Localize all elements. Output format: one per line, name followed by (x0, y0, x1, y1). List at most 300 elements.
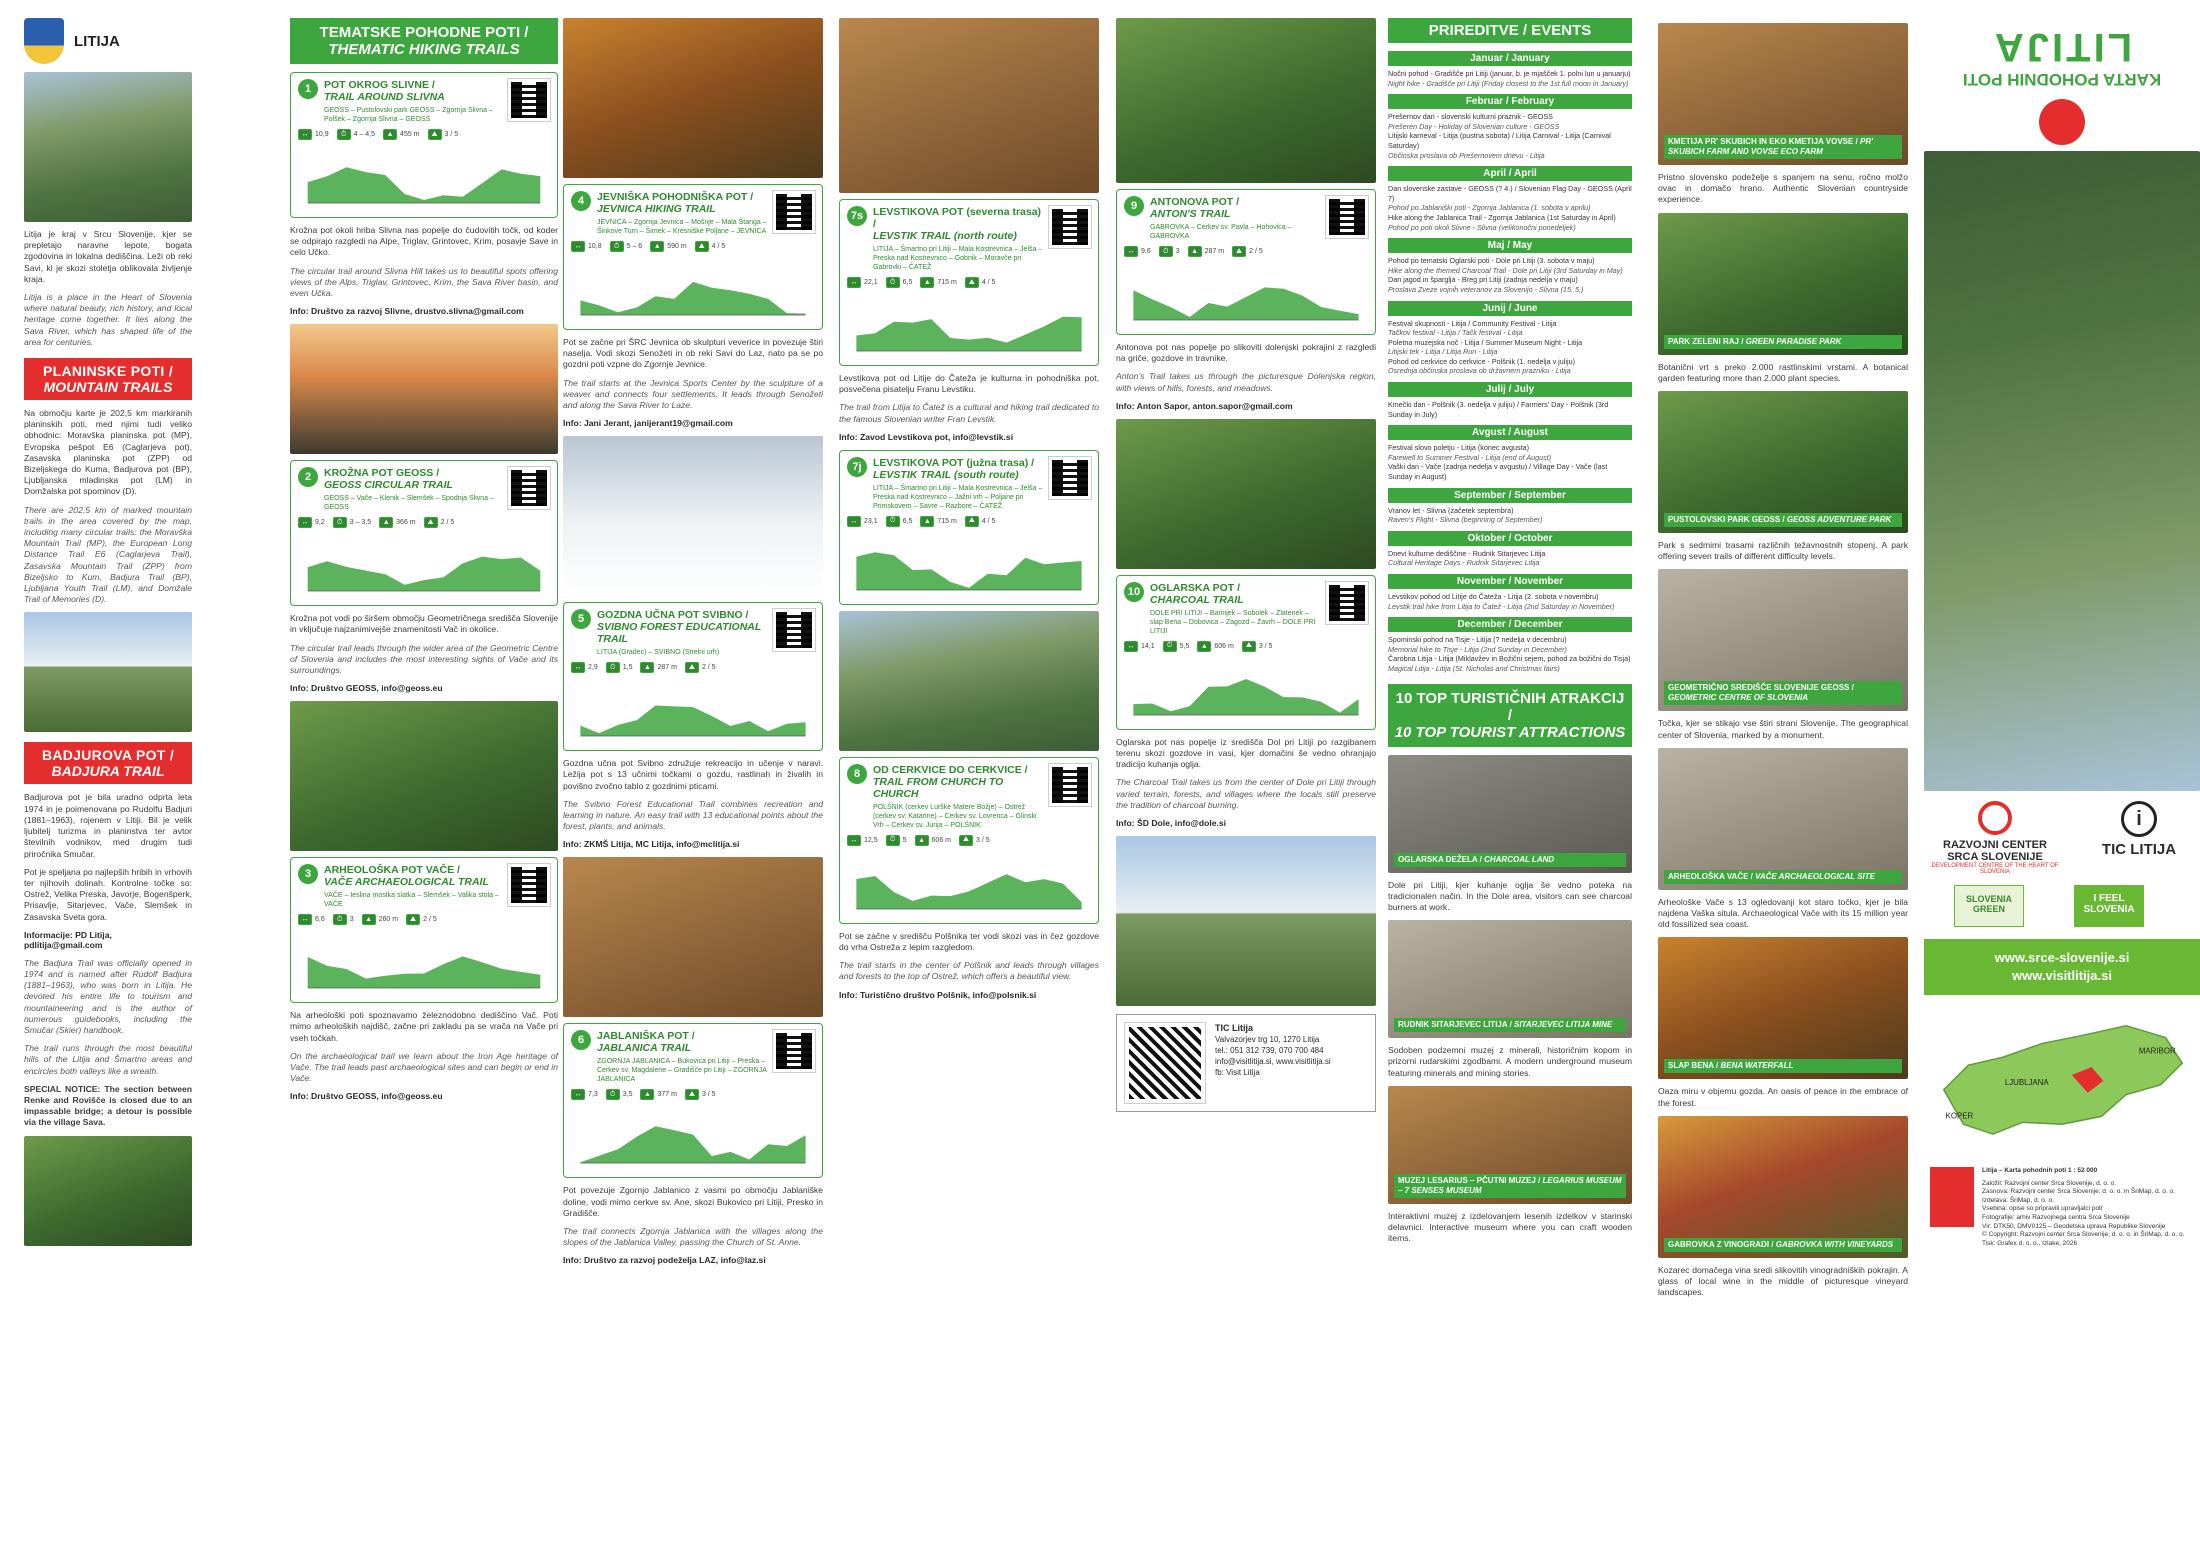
attraction-text: Kozarec domačega vina sredi slikovitih vinogradniških pokrajin. A glass of local wine in the middle of picturesque vineyard landscapes. (1658, 1264, 1908, 1298)
trail-name-en: GEOSS CIRCULAR TRAIL (324, 479, 453, 492)
badjura-text-en: The Badjura Trail was officially opened in 1974 and is named after Rudolf Badjura (1881–1963), who was born in Litija. He devoted his entire life to tourism and mountaineering and is the author of numerous guidebooks, including the Smučar (Skier) handbook. (24, 957, 192, 1035)
badjura-text-sl-2: Pot je speljana po najlepših hribih in vrhovih ter njihovih dolinah. Kontrolne točke so: Ostrež, Velika Preska, Javorje, Bogenšperk, Prisavlje, Sitarjevec, Vače, Slemšek in Zasavska Sveta gora. (24, 866, 192, 922)
attraction-tile[interactable] (1658, 569, 1908, 711)
slovenia-green-logo: SLOVENIA GREEN (1954, 885, 2024, 927)
km-icon: ↔ (571, 241, 585, 252)
attraction-name-sl: MUZEJ LESARIUS – PČUTNI MUZEJ / (1398, 1175, 1543, 1185)
trail-stat-value: 14,1 (1141, 642, 1155, 650)
trail-info: Info: Društvo za razvoj podeželja LAZ, info@laz.si (563, 1255, 766, 1266)
trail-stat-value: 3 (349, 916, 354, 924)
tic-logo-text: TIC LITIJA (2101, 841, 2177, 858)
trail-qr-code[interactable] (1049, 764, 1091, 806)
trail-stat-value: 2,9 (588, 664, 598, 672)
trail-stat-value: 23,1 (864, 517, 878, 525)
trail-stat-value: 3 – 3,5 (349, 519, 372, 527)
trail-stat-value: 7,3 (588, 1091, 598, 1099)
attraction-text: Dole pri Litiji, kjer kuhanje oglja še vedno poteka na tradicionalen način. In the Dole area, visitors can see charcoal burners at work. (1388, 879, 1632, 912)
i-feel-slovenia-logo: I FEEL SLOVENIA (2074, 885, 2144, 927)
elevation-area (308, 957, 541, 989)
trail-qr-code[interactable] (773, 609, 815, 651)
ascent-icon: ▲ (640, 662, 654, 673)
event-item: Tačkov festival - Litija / Tačk festival - Litija (1388, 328, 1523, 338)
trail-stat-value: 9,6 (1141, 248, 1151, 255)
column-cover (1918, 18, 2200, 1513)
tic-facebook[interactable]: fb: Visit Litija (1215, 1068, 1260, 1078)
event-month: Junij / June (1388, 301, 1632, 316)
event-item: Levstik trail hike from Litija to Čatež - Litija (2nd Saturday in November) (1388, 601, 1615, 611)
trail-stat-value: 10,9 (315, 131, 329, 138)
difficulty-icon: ⛰ (685, 1089, 699, 1100)
attraction-text: Interaktivni muzej z izdelovanjem lesenih izdelkov v starinski delavnici. Interactive museum where you can craft wooden items. (1388, 1210, 1632, 1244)
trail-stat-value: 9,2 (315, 519, 325, 527)
trail-stat-value: 6,5 (902, 517, 913, 525)
trail-text-en: The trail from Litija to Čatež is a cultural and hiking trail dedicated to the famous Slovenian writer Fran Levstik. (839, 402, 1099, 424)
attraction-caption (1664, 135, 1902, 159)
rcss-heart-icon (1978, 801, 2012, 835)
elevation-profile (298, 143, 550, 213)
top10-header: 10 TOP TURISTIČNIH ATRAKCIJ / 10 TOP TOURIST ATTRACTIONS (1388, 684, 1632, 747)
events-header: PRIREDITVE / EVENTS (1388, 18, 1632, 43)
trail-stat-value: 590 m (667, 243, 687, 250)
trail-name-en: LEVSTIK TRAIL (south route) (873, 468, 1019, 481)
trail-stats (298, 914, 550, 925)
trail-card (839, 757, 1099, 924)
ascent-icon: ▲ (383, 129, 397, 140)
attraction-photo (1658, 391, 1908, 533)
event-item: Prešernov dan - slovenski kulturni praznik - GEOSS (1388, 112, 1553, 122)
attraction-caption (1394, 1174, 1626, 1198)
event-item: Litijski tek - Litija / Litija Run - Litija (1388, 347, 1498, 357)
trail-text-en: The Charcoal Trail takes us from the center of Dole pri Litiji through varied terrain, forests, and villages where the locals still preserve the tradition of charcoal burning. (1116, 777, 1376, 810)
trail-name-en: TRAIL FROM CHURCH TO CHURCH (873, 775, 1004, 800)
autumn-leaves-photo (563, 18, 823, 178)
trail-text-sl: Pot se začne v središču Polšnika ter vodi skozi vas in čez gozdove do vrha Ostreža z lepim razgledom. (839, 930, 1099, 953)
map-city-label: LJUBLJANA (2004, 1077, 2049, 1087)
trail-info: Info: Društvo GEOSS, info@geoss.eu (290, 1091, 443, 1102)
trail-text-sl: Krožna pot vodi po širšem območju Geometričnega središča Slovenije in vključuje najzanimivejše znamenitosti Vač in okolice. (290, 613, 558, 635)
trail-route: JEVNICA – Zgornja Jevnica – Mošnje – Mala Štanga – Šinkove Turn – Šimek – Kresniške Poljane – JEVNICA (597, 219, 767, 235)
trail-text-en: The circular trail around Slivna Hill takes us to beautiful spots offering views of the Alps, Triglav, Grintovec, Krim, the Sava River basin, and even Učka. (290, 265, 558, 299)
trail-stat-value: 3,5 (622, 1091, 633, 1099)
trail-qr-code[interactable] (1326, 196, 1368, 238)
trail-stat-value: 6,5 (902, 279, 913, 286)
column-thematic-4 (1110, 18, 1382, 1513)
attraction-text: Oaza miru v objemu gozda. An oasis of peace in the embrace of the forest. (1658, 1086, 1908, 1108)
event-item: Občinska proslava ob Prešernovem dnevu - Litija (1388, 150, 1545, 160)
attraction-name-en: GEOMETRIC CENTRE OF SLOVENIA (1668, 693, 1809, 703)
attraction-text: Park s sedmimi trasami različnih težavnostnih stopenj. A park offering seven trails of different difficulty levels. (1658, 540, 1908, 562)
column-events (1382, 18, 1638, 1513)
trail-stat-value: 455 m (400, 131, 420, 138)
column-thematic-2 (557, 18, 829, 1513)
badjura-text-en-2: The trail runs through the most beautiful hills of the Litija and Šmartno areas and encircles both valleys like a wreath. (24, 1043, 192, 1076)
trail-card (290, 857, 558, 1003)
trail-info: Info: Zavod Levstikova pot, info@levstik.si (839, 431, 1014, 442)
event-item: Levstikov pohod od Litije do Čateža - Litija (2. sobota v novembru) (1388, 592, 1599, 601)
elevation-area (1133, 679, 1358, 715)
elevation-profile (1124, 655, 1368, 725)
badjura-trail-header: BADJUROVA POT / BADJURA TRAIL (24, 742, 192, 784)
trail-stats (847, 277, 1091, 288)
event-month: Julij / July (1388, 382, 1632, 397)
trail-qr-code[interactable] (1049, 457, 1091, 499)
difficulty-icon: ⛰ (424, 517, 438, 528)
elevation-profile (298, 531, 550, 601)
column-thematic-1 (284, 18, 564, 1513)
attraction-name-en: CHARCOAL LAND (1484, 854, 1555, 864)
trail-qr-code[interactable] (508, 864, 550, 906)
trail-number-badge: 1 (298, 79, 318, 99)
attraction-name-sl: GABROVKA Z VINOGRADI / (1668, 1239, 1776, 1249)
info-icon: i (2121, 801, 2157, 837)
event-month: Januar / January (1388, 51, 1632, 66)
trail-route: GEOSS – Pustolovski park GEOSS – Zgornja Slivna – Polšek – Zgornja Slivna – GEOSS (324, 107, 493, 123)
trail-name-en: SVIBNO FOREST EDUCATIONAL TRAIL (597, 621, 762, 646)
trail-card (839, 450, 1099, 605)
time-icon: ⏱ (1159, 246, 1173, 257)
elevation-profile (847, 291, 1091, 361)
trail-text-en: The trail connects Zgornja Jablanica with the villages along the slopes of the Jablanica Valley, passing the Church of St. Anne. (563, 1226, 823, 1248)
mountain-text-sl: Na območju karte je 202,5 km markiranih planinskih poti, med njimi tudi veliko obhodnic: Moravška planinska pot (MP), Evropska pešpot E6 (Caglarjeva pot), Zasavska planinska pot (ZPP) od Bizeljskega do Kuma, Badjurova pot (BP), Ljubljanska mladinska pot (LM) in Domžalska pot spominov (D). (24, 408, 192, 497)
event-item: Cultural Heritage Days - Rudnik Sitarjevec Litija (1388, 558, 1540, 568)
elevation-area (308, 167, 541, 203)
attraction-name-en: SITARJEVEC LITIJA MINE (1514, 1020, 1613, 1030)
event-item: Festival slovo poletju - Litija (konec avgusta) (1388, 443, 1530, 453)
attraction-tile[interactable] (1658, 23, 1908, 165)
rcss-logo-text: RAZVOJNI CENTER SRCA SLOVENIJE (1943, 839, 2047, 863)
trail-card (839, 199, 1099, 366)
elevation-profile (571, 255, 815, 325)
trail-route: GABROVKA – Cerkev sv. Pavla – Hohovica – GABROVKA (1150, 224, 1292, 240)
events-list (1388, 51, 1632, 674)
column-intro (18, 18, 198, 1513)
ascent-icon: ▲ (1188, 246, 1202, 257)
trail-stats (298, 517, 550, 528)
event-item: Vranov let - Slivna (začetek septembra) (1388, 505, 1514, 515)
event-item: Pohod po Jablaniški poti - Zgornja Jablanica (1. sobota v aprilu) (1388, 203, 1591, 213)
elevation-area (580, 1127, 805, 1164)
credit-line: Zasnova: Razvojni center Srca Slovenije, d. o. o. in ŠriMap, d. o. o. (1982, 1188, 2175, 1196)
event-item: Osrednja občinska proslava ob državnem prazniku - Litija (1388, 366, 1571, 376)
trail-stat-value: 366 m (396, 519, 416, 527)
attraction-caption (1664, 681, 1902, 705)
event-month: Oktober / October (1388, 531, 1632, 546)
credit-line: Fotografije: arhiv Razvojnega centra Srca Slovenije (1982, 1213, 2130, 1221)
cover-castle-photo (1924, 151, 2200, 791)
difficulty-icon: ⛰ (1232, 246, 1246, 257)
landscape-photo (1116, 836, 1376, 1006)
difficulty-icon: ⛰ (1242, 641, 1256, 652)
trail-qr-code[interactable] (773, 191, 815, 233)
event-item: Dan slovenske zastave - GEOSS (? 4.) / Slovenian Flag Day - GEOSS (April 7) (1388, 184, 1632, 203)
trail-text-sl: Oglarska pot nas popelje iz središča Dol pri Litiji po razgibanem terenu skozi gozdove in vasi, kjer domačini še vedno ohranjajo tradicijo kuhanja oglja. (1116, 736, 1376, 770)
event-month: Februar / February (1388, 94, 1632, 109)
km-icon: ↔ (847, 277, 861, 288)
trail-number-badge: 3 (298, 864, 318, 884)
attraction-tile[interactable] (1388, 1086, 1632, 1204)
trail-info: Info: ŠD Dole, info@dole.si (1116, 818, 1227, 829)
time-icon: ⏱ (606, 662, 620, 673)
tic-name: TIC Litija (1215, 1023, 1253, 1034)
attraction-photo (1658, 748, 1908, 890)
credit-line: Založil: Razvojni center Srca Slovenije, d. o. o. (1982, 1179, 2117, 1187)
info-board-photo (563, 857, 823, 1017)
trail-stat-value: 3 / 5 (976, 836, 990, 844)
km-icon: ↔ (1124, 246, 1138, 257)
trail-text-sl: Krožna pot okoli hriba Slivna nas popelje do čudovitih točk, od koder se odpirajo razgledi na Alpe, Triglav, Grintovec, Krim, posavje Save in celo Učko. (290, 225, 558, 258)
attraction-tile[interactable] (1658, 937, 1908, 1079)
attraction-caption (1394, 1018, 1626, 1032)
badjura-text-sl: Badjurova pot je bila uradno odprta leta 1974 in je poimenovana po Rudolfu Badjuri (1881–1963), rojenem v Litiji. Bil je velik ljubitelj turizma in planinstva ter avtor številnih vodnikov, med drugim tudi priročnika Smučar. (24, 792, 192, 859)
trail-stat-value: 606 m (1214, 642, 1234, 650)
event-item: Kmečki dan - Polšnik (3. nedelja v juliju) / Farmers' Day - Polšnik (3rd Sunday in July) (1388, 400, 1609, 419)
intro-text-en: Litija is a place in the Heart of Slovenia where natural beauty, rich history, and local heritage come together. It lies along the Sava River, which has shaped life of the area for centuries. (24, 292, 192, 347)
attraction-text: Botanični vrt s preko 2.000 rastlinskimi vrstami. A botanical garden featuring more than 2,000 plant species. (1658, 361, 1908, 383)
attraction-text: Sodoben podzemni muzej z minerali, historičnim kopom in prizorni rudarskimi zgodbami. A modern underground museum featuring minerals and mining stories. (1388, 1045, 1632, 1078)
ascent-icon: ▲ (640, 1089, 654, 1100)
attraction-name-en: BENA WATERFALL (1720, 1061, 1794, 1071)
trail-stats (571, 241, 815, 252)
sunset-photo (290, 324, 558, 454)
elevation-profile (298, 928, 550, 998)
winter-photo (563, 436, 823, 596)
time-icon: ⏱ (337, 129, 351, 140)
trail-text-sl: Pot se začne pri ŠRC Jevnica ob skulpturi veverice in povezuje štiri naselja. Vodi skozi Senožeti in ob reki Savi do Laz, nato pa se po gozdni poti vzpne do Zgornje Jevnice. (563, 337, 823, 370)
time-icon: ⏱ (610, 241, 624, 252)
url-visitlitija[interactable]: www.visitlitija.si (2012, 968, 2112, 983)
difficulty-icon: ⛰ (406, 914, 420, 925)
trail-number-badge: 5 (571, 609, 591, 629)
trail-name-sl: ANTONOVA POT / (1150, 196, 1240, 208)
event-item: Farewell to Summer Festival - Litija (end of August) (1388, 452, 1552, 462)
attraction-name-en: PR' SKUBICH FARM AND VOVSE ECO FARM (1668, 137, 1874, 156)
ascent-icon: ▲ (915, 835, 929, 846)
trail-stat-value: 2 / 5 (1249, 248, 1263, 255)
column-attractions (1652, 18, 1914, 1513)
difficulty-icon: ⛰ (695, 241, 709, 252)
elevation-profile (847, 849, 1091, 919)
attraction-caption (1664, 335, 1902, 349)
ascent-icon: ▲ (379, 517, 393, 528)
trail-name-sl: OGLARSKA POT / (1150, 581, 1241, 594)
trail-stat-value: 6,6 (315, 916, 325, 924)
attraction-text: Pristno slovensko podeželje s spanjem na senu, ročno molžo ovac in domačo hrano. Authentic Slovenian countryside experience. (1658, 172, 1908, 205)
trail-text-en: The Svibno Forest Educational Trail combines recreation and learning in nature. An easy trail with 13 educational points about the forest, plants, and animals. (563, 798, 823, 832)
trail-stat-value: 287 m (657, 664, 677, 672)
trail-stats (1124, 641, 1368, 652)
column-thematic-3 (833, 18, 1105, 1513)
attraction-name-sl: OGLARSKA DEŽELA / (1398, 854, 1485, 864)
trail-card (290, 460, 558, 606)
signpost-photo (839, 18, 1099, 193)
event-month: December / December (1388, 617, 1632, 632)
trail-stats (1124, 246, 1368, 257)
credit-line: Izdelava: ŠriMap, d. o. o. (1982, 1196, 2054, 1204)
difficulty-icon: ⛰ (965, 277, 979, 288)
credit-line: Tisk: Grafex d. o. o., Izlake, 2026 (1982, 1239, 2078, 1247)
attraction-name-en: GEOSS ADVENTURE PARK (1786, 515, 1892, 525)
trail-name-sl: GOZDNA UČNA POT SVIBNO / (597, 609, 749, 622)
trail-stat-value: 3 (1175, 248, 1180, 255)
trail-card (563, 1023, 823, 1178)
trail-name-sl: JEVNIŠKA POHODNIŠKA POT / (597, 191, 754, 203)
event-item: Dnevi kulturne dediščine - Rudnik Sitarjevec Litija (1388, 548, 1546, 558)
event-item: Hike along the Jablanica Trail - Zgornja Jablanica (1st Saturday in April) (1388, 212, 1616, 222)
difficulty-icon: ⛰ (959, 835, 973, 846)
trail-number-badge: 4 (571, 191, 591, 211)
attraction-name-en: GABROVKA WITH VINEYARDS (1775, 1239, 1894, 1249)
tic-phone: tel.: 051 312 739, 070 700 484 (1215, 1046, 1324, 1056)
heart-logo-icon (2039, 99, 2085, 145)
village-photo (839, 611, 1099, 751)
trail-qr-code[interactable] (508, 79, 550, 121)
trail-stat-value: 715 m (937, 279, 957, 286)
time-icon: ⏱ (886, 277, 900, 288)
trail-stat-value: 4 / 5 (981, 279, 996, 286)
difficulty-icon: ⛰ (428, 129, 442, 140)
trail-stat-value: 3 / 5 (1258, 642, 1273, 650)
attraction-caption (1664, 870, 1902, 884)
trail-name-en: CHARCOAL TRAIL (1150, 593, 1244, 606)
ascent-icon: ▲ (362, 914, 376, 925)
urls-band (1924, 939, 2200, 995)
trail-info: Info: Društvo GEOSS, info@geoss.eu (290, 683, 443, 694)
attraction-tile[interactable] (1658, 1116, 1908, 1258)
attraction-name-sl: SLAP BENA / (1668, 1061, 1721, 1071)
attraction-tile[interactable] (1658, 391, 1908, 533)
event-month: September / September (1388, 488, 1632, 503)
credit-line: © Copyright: Razvojni center Srca Slovenije, d. o. o. in ŠriMap, d. o. o. (1982, 1231, 2185, 1239)
trail-route: GEOSS – Vače – Klenik – Slemšek – Spodnja Slivna – GEOSS (324, 495, 494, 512)
tic-email[interactable]: info@visitlitija.si, www.visitlitija.si (1215, 1057, 1331, 1067)
event-item: Dan jagod in šparglja - Breg pri Litiji (zadnja nedelja v maju) (1388, 275, 1578, 285)
attraction-photo (1658, 213, 1908, 355)
trail-stat-value: 4 / 5 (711, 243, 726, 250)
elevation-area (308, 557, 541, 591)
attraction-tile[interactable] (1388, 920, 1632, 1038)
cover-title-block (1924, 18, 2200, 95)
town-name: LITIJA (74, 32, 120, 50)
trail-card (1116, 189, 1376, 335)
frame-couple-photo (1116, 18, 1376, 183)
coat-of-arms-icon (24, 18, 64, 64)
trail-route: ZGORNJA JABLANICA – Bukovica pri Litiji – Preska – Cerkev sv. Magdalene – Gradišče pri Litiji – ZGORNJA JABLANICA (597, 1058, 767, 1084)
attraction-name-en: LEGARIUS MUSEUM – 7 SENSES MUSEUM (1398, 1175, 1622, 1195)
map-title: Litija – Karta pohodnih poti 1 : 52 000 (1982, 1167, 2098, 1174)
url-srce[interactable]: www.srce-slovenije.si (1994, 950, 2130, 965)
trail-name-en: TRAIL AROUND SLIVNA (324, 91, 445, 103)
attraction-photo (1658, 1116, 1908, 1258)
trail-info: Info: Turistično društvo Polšnik, info@polsnik.si (839, 989, 1037, 1000)
credit-line: Vir: DTK50, DMV0125 – Geodetska uprava Republike Slovenije (1982, 1222, 2166, 1230)
event-item: Vaški dan - Vače (zadnja nedelja v avgustu) / Village Day - Vače (last Sunday in August) (1388, 462, 1608, 482)
trail-stats (847, 516, 1091, 527)
town-logo (24, 18, 192, 64)
event-item: Nočni pohod - Gradišče pri Litiji (januar, b. je mjašček 1. polni lun u januarju) (1388, 69, 1631, 78)
trail-name-en: JEVNICA HIKING TRAIL (597, 203, 716, 215)
trail-info: Info: Društvo za razvoj Slivne, drustvo.slivna@gmail.com (290, 306, 524, 317)
elevation-area (856, 552, 1081, 590)
event-month: November / November (1388, 574, 1632, 589)
trail-stat-value: 5,5 (1179, 642, 1190, 650)
elevation-profile (571, 676, 815, 746)
attraction-name-en: GREEN PARADISE PARK (1745, 336, 1842, 346)
elevation-area (856, 874, 1081, 909)
ascent-icon: ▲ (920, 277, 934, 288)
mountain-trails-header: PLANINSKE POTI / MOUNTAIN TRAILS (24, 358, 192, 400)
trail-qr-code[interactable] (1326, 582, 1368, 624)
trail-stat-value: 3 / 5 (701, 1091, 716, 1099)
attraction-tile[interactable] (1658, 748, 1908, 890)
logos-row (1924, 801, 2200, 875)
attraction-name-en: VAČE ARCHAEOLOGICAL SITE (1755, 871, 1875, 881)
trail-text-en: The trail starts at the Jevnica Sports Center by the sculpture of a weaver and connects four settlements. It leads through Senožeti and along the Sava River to Laze. (563, 377, 823, 411)
valley-photo (24, 1136, 192, 1246)
event-item: Prešeren Day - Holiday of Slovenian culture - GEOSS (1388, 121, 1560, 131)
tic-address: Valvazorjev trg 10, 1270 Litija (1215, 1035, 1320, 1045)
trail-text-en: The circular trail leads through the wider area of the Geometric Centre of Slovenia and includes the most interesting sights of Vače and its surroundings. (290, 642, 558, 676)
ascent-icon: ▲ (1197, 641, 1211, 652)
trail-qr-code[interactable] (773, 1030, 815, 1072)
hohovica-hikers-photo (1116, 419, 1376, 569)
publisher-logo-icon (1930, 1167, 1974, 1227)
time-icon: ⏱ (1163, 641, 1177, 652)
trail-stat-value: 1,5 (622, 664, 633, 672)
thematic-trails-header: TEMATSKE POHODNE POTI / THEMATIC HIKING TRAILS (290, 18, 558, 64)
trail-stat-value: 5 (902, 836, 907, 844)
trail-route: POLŠNIK (cerkev Lurške Matere Božje) – Ostrež (cerkev sv. Katarine) – Cerkev sv. Lovrenca – Glinski Vrh – Cerkev sv. Jurija – POLŠNIK (873, 803, 1037, 829)
elevation-profile (847, 530, 1091, 600)
time-icon: ⏱ (886, 516, 900, 527)
attraction-name-sl: PUSTOLOVSKI PARK GEOSS / (1668, 515, 1787, 525)
km-icon: ↔ (298, 914, 312, 925)
km-icon: ↔ (298, 129, 312, 140)
trail-name-en: JABLANICA TRAIL (597, 1042, 692, 1055)
trail-stats (571, 1089, 815, 1100)
event-item: Litijski karneval - Litija (pustna sobota) / Litija Carnival - Litija (Carnival Saturday) (1388, 131, 1611, 150)
cover-title: LITIJA (1991, 25, 2133, 69)
trail-stat-value: 287 m (1204, 248, 1225, 255)
trail-stat-value: 4 – 4,5 (353, 131, 376, 138)
trail-route: LITIJA – Šmartno pri Litiji – Mala Kostrevnica – Jelša – Preska nad Kostrevnico – Gobnik – Moravče pri Gabrovki – ČATEŽ (873, 246, 1043, 271)
trail-card (290, 72, 558, 218)
attraction-tile[interactable] (1658, 213, 1908, 355)
km-icon: ↔ (1124, 641, 1138, 652)
trail-stat-value: 22,1 (864, 279, 878, 286)
map-city-label: MARIBOR (2138, 1046, 2176, 1056)
attraction-name-sl: GEOMETRIČNO SREDIŠČE SLOVENIJE GEOSS / (1668, 683, 1854, 693)
attraction-caption (1664, 1059, 1902, 1073)
trail-qr-code[interactable] (1049, 206, 1091, 248)
event-item: Raven's Flight - Slivna (beginning of September) (1388, 515, 1543, 525)
elevation-area (580, 706, 805, 737)
trail-number-badge: 6 (571, 1030, 591, 1050)
attraction-tile[interactable] (1388, 755, 1632, 873)
mountain-text-en: There are 202.5 km of marked mountain trails in the area covered by the map, including many circular trails: the Moravška Mountain Trail (MP), the European Long Distance Trail E6 (Caglarjeva Trail), Zasavska Mountain Trail (ZPP) from Bizeljsko to Kum, Badjura Trail (BP), Ljubljana Youth Trail (LM), and Domžale Trail of Memories (D). (24, 504, 192, 605)
tic-qr-code[interactable] (1125, 1023, 1205, 1103)
trail-text-en: The trail starts in the center of Polšnik and leads through villages and forests to the top of Ostrež, which offers a beautiful view. (839, 960, 1099, 982)
trail-qr-code[interactable] (508, 467, 550, 509)
trail-stat-value: 260 m (378, 916, 399, 924)
slovenia-locator-map (1924, 995, 2200, 1155)
time-icon: ⏱ (886, 835, 900, 846)
trail-stat-value: 377 m (657, 1091, 677, 1099)
km-icon: ↔ (571, 662, 585, 673)
monument-photo (290, 701, 558, 851)
trail-stat-value: 12,5 (864, 836, 878, 844)
trail-stat-value: 10,8 (588, 243, 602, 250)
trail-route: LITIJA (Gradec) – SVIBNO (Strelni urh) (597, 649, 720, 657)
